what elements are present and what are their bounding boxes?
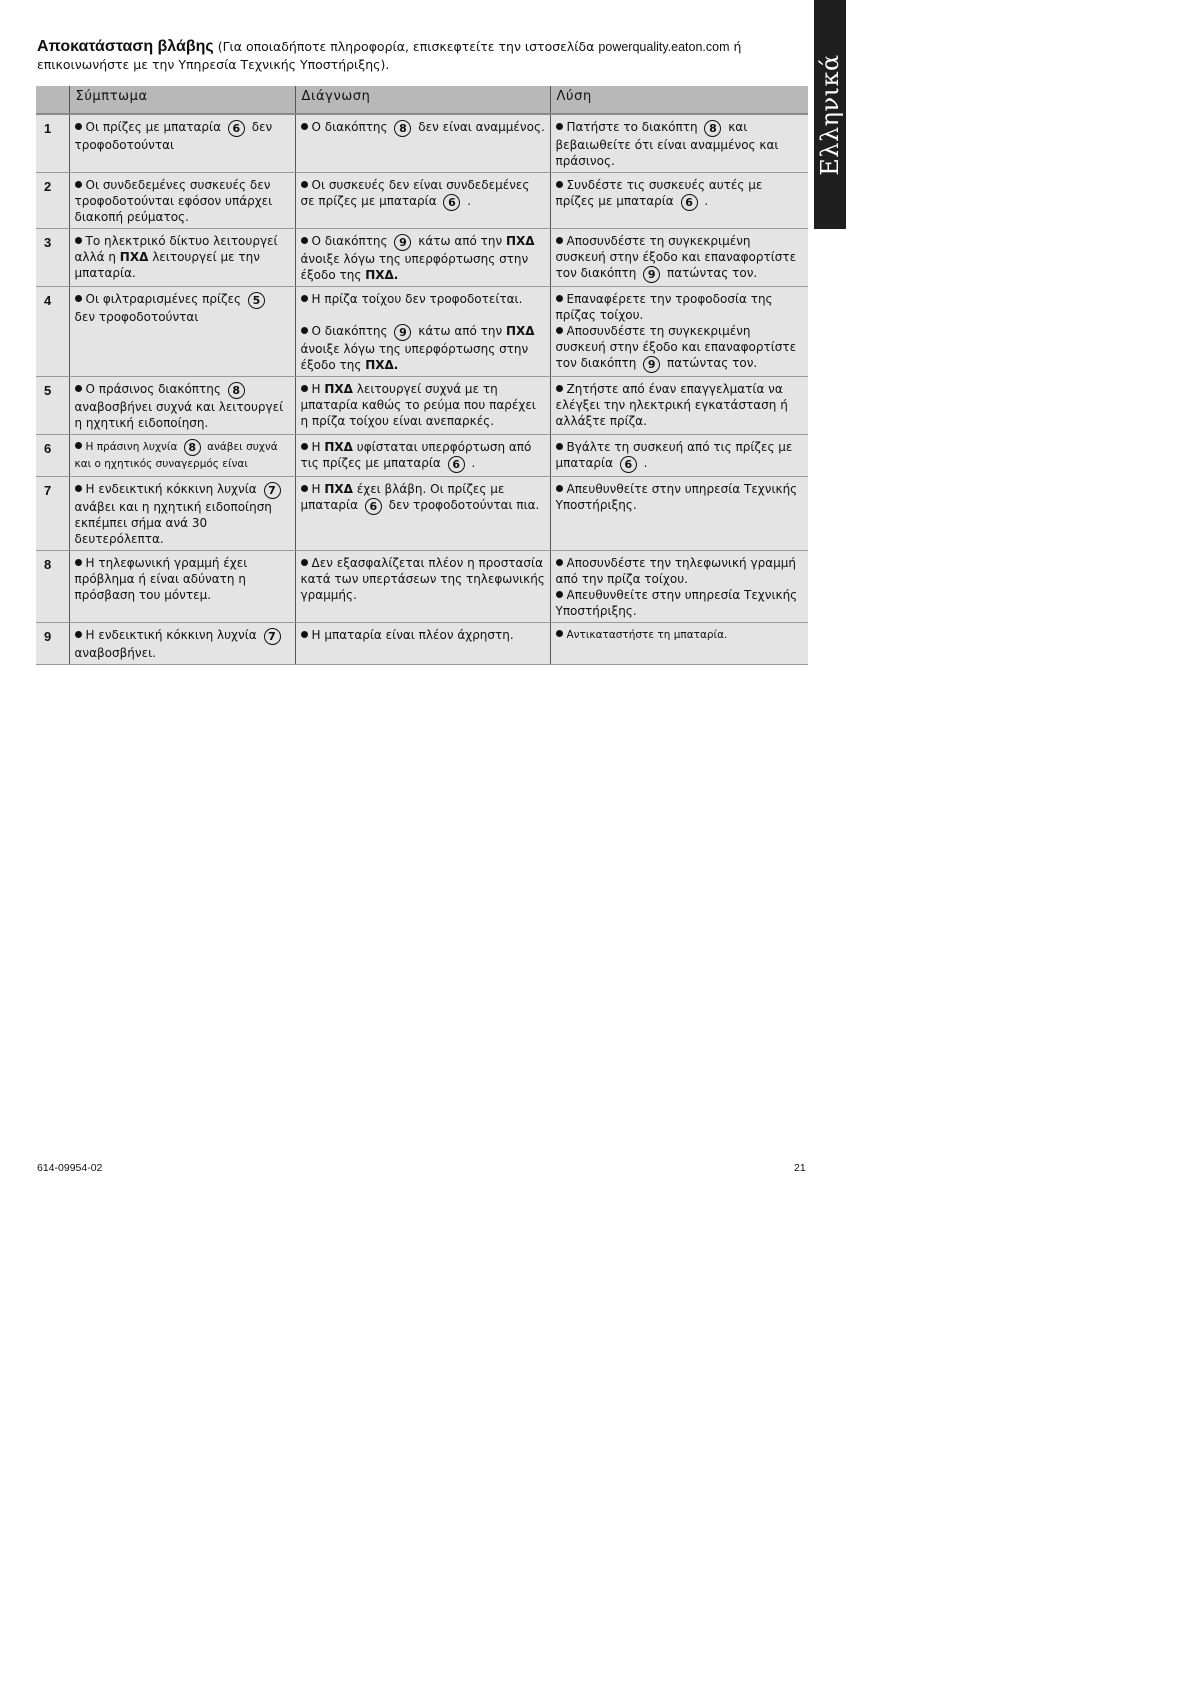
bullet-icon — [301, 443, 308, 450]
table-row — [36, 173, 808, 229]
bullet-icon — [75, 123, 82, 130]
header-solution: Λύση — [550, 86, 808, 114]
item-text: Αποσυνδέστε την τηλεφωνική γραμμή από την πρίζα τοίχου. — [555, 556, 796, 586]
item-text: λειτουργεί συχνά με τη μπαταρία καθώς το ρεύμα που παρέχει η πρίζα τοίχου είναι ανεπαρκές. — [300, 382, 536, 428]
item-number-icon: 8 — [394, 120, 411, 137]
item-text: . — [704, 194, 709, 208]
intro-text: (Για οποιαδήποτε πληροφορία, επισκεφτείτε την ιστοσελίδα — [217, 39, 595, 54]
item-number-icon: 9 — [394, 324, 411, 341]
solution-cell — [550, 287, 808, 377]
table-row — [36, 623, 808, 665]
list-item — [75, 439, 291, 472]
item-text: Βγάλτε τη συσκευή από τις πρίζες με μπαταρία — [555, 440, 793, 470]
item-text: Ζητήστε από έναν επαγγελματία να ελέγξει την ηλεκτρική εγκατάσταση ή αλλάξτε πρίζα. — [555, 382, 788, 428]
item-text: ανάβει συχνά και ο ηχητικός συναγερμός είναι — [74, 441, 278, 470]
item-number-icon: 7 — [264, 482, 281, 499]
item-text: . — [643, 456, 648, 470]
solution-cell — [550, 551, 808, 623]
item-text: . — [467, 194, 472, 208]
list-item — [301, 381, 546, 429]
list-item — [556, 323, 805, 373]
item-text: Επαναφέρετε την τροφοδοσία της πρίζας τοίχου. — [555, 292, 773, 322]
language-label: Ελληνικά — [816, 53, 844, 176]
product-abbrev: ΠΧΔ — [324, 382, 353, 396]
list-item — [75, 481, 291, 547]
bullet-icon — [75, 295, 82, 302]
table-header-row — [36, 86, 808, 114]
item-text: δεν είναι αναμμένος. — [418, 120, 545, 134]
item-text: Πατήστε το διακόπτη — [566, 120, 698, 134]
header-diagnosis: Διάγνωση — [295, 86, 550, 114]
item-text: Οι φιλτραρισμένες πρίζες — [85, 292, 242, 306]
diagnosis-cell — [295, 229, 550, 287]
list-item — [556, 233, 805, 283]
item-text: αναβοσβήνει. — [74, 646, 156, 660]
list-item — [301, 627, 546, 643]
item-text: Η — [311, 482, 321, 496]
list-item — [75, 627, 291, 661]
item-text: δεν τροφοδοτούνται — [74, 310, 199, 324]
row-number: 1 — [36, 114, 69, 173]
list-item — [301, 439, 546, 473]
row-number: 7 — [36, 477, 69, 551]
bullet-icon — [556, 485, 563, 492]
item-text: έχει βλάβη. Οι πρίζες με μπαταρία — [300, 482, 505, 512]
list-item — [75, 177, 291, 225]
intro-text-end: ή επικοινωνήστε με την Υπηρεσία Τεχνικής Υποστήριξης). — [37, 39, 742, 72]
list-item — [556, 627, 805, 643]
list-item — [301, 481, 546, 515]
item-text: και βεβαιωθείτε ότι είναι αναμμένος και πράσινος. — [555, 120, 779, 168]
item-text: κάτω από την — [418, 234, 503, 248]
product-abbrev: ΠΧΔ — [505, 324, 535, 338]
list-item — [556, 439, 805, 473]
row-number: 5 — [36, 377, 69, 435]
product-abbrev: ΠΧΔ — [119, 250, 149, 264]
bullet-icon — [556, 295, 563, 302]
diagnosis-cell — [295, 287, 550, 377]
item-number-icon: 6 — [681, 194, 698, 211]
bullet-icon — [556, 181, 563, 188]
item-text: Η πράσινη λυχνία — [85, 441, 178, 453]
bullet-icon — [301, 295, 308, 302]
symptom-cell — [69, 477, 295, 551]
item-text: Απευθυνθείτε στην υπηρεσία Τεχνικής Υποστήριξης. — [555, 482, 798, 512]
diagnosis-cell — [295, 114, 550, 173]
item-text: άνοιξε λόγω της υπερφόρτωσης στην έξοδο της — [300, 252, 529, 282]
solution-cell — [550, 377, 808, 435]
item-text: Αποσυνδέστε τη συγκεκριμένη συσκευή στην έξοδο και επαναφορτίστε τον διακόπτη — [555, 234, 797, 280]
item-text: Συνδέστε τις συσκευές αυτές με πρίζες με μπαταρία — [555, 178, 763, 208]
bullet-icon — [301, 385, 308, 392]
item-text: πατώντας τον. — [667, 356, 758, 370]
symptom-cell — [69, 377, 295, 435]
solution-cell — [550, 477, 808, 551]
item-text: λειτουργεί με την μπαταρία. — [74, 250, 260, 280]
solution-cell — [550, 623, 808, 665]
bullet-icon — [301, 631, 308, 638]
item-number-icon: 8 — [228, 382, 245, 399]
row-number: 6 — [36, 435, 69, 477]
solution-cell — [550, 229, 808, 287]
bullet-icon — [75, 237, 82, 244]
row-number: 2 — [36, 173, 69, 229]
item-number-icon: 8 — [184, 439, 201, 456]
row-number: 4 — [36, 287, 69, 377]
bullet-icon — [556, 123, 563, 130]
list-item — [556, 381, 805, 429]
item-text: Η μπαταρία είναι πλέον άχρηστη. — [311, 628, 514, 642]
product-abbrev: ΠΧΔ — [324, 482, 353, 496]
item-text: Οι συνδεδεμένες συσκευές δεν τροφοδοτούνται εφόσον υπάρχει διακοπή ρεύματος. — [74, 178, 273, 224]
list-item — [301, 233, 546, 283]
item-text: Το ηλεκτρικό δίκτυο λειτουργεί αλλά η — [74, 234, 278, 264]
list-item — [556, 587, 805, 619]
list-item — [75, 233, 291, 281]
item-text: Οι πρίζες με μπαταρία — [85, 120, 222, 134]
row-number: 3 — [36, 229, 69, 287]
bullet-icon — [556, 591, 563, 598]
diagnosis-cell — [295, 173, 550, 229]
item-number-icon: 9 — [394, 234, 411, 251]
bullet-icon — [301, 327, 308, 334]
item-number-icon: 9 — [643, 356, 660, 373]
support-link[interactable]: powerquality.eaton.com — [598, 40, 730, 54]
item-number-icon: 6 — [448, 456, 465, 473]
item-number-icon: 8 — [704, 120, 721, 137]
symptom-cell — [69, 114, 295, 173]
item-text: Η ενδεικτική κόκκινη λυχνία — [85, 628, 257, 642]
item-text: ανάβει και η ηχητική ειδοποίηση εκπέμπει σήμα ανά 30 δευτερόλεπτα. — [74, 500, 272, 546]
bullet-icon — [556, 559, 563, 566]
item-text: αναβοσβήνει συχνά και λειτουργεί η ηχητική ειδοποίηση. — [74, 400, 284, 430]
bullet-icon — [75, 181, 82, 188]
item-text: Η πρίζα τοίχου δεν τροφοδοτείται. — [311, 292, 523, 306]
bullet-icon — [556, 237, 563, 244]
product-abbrev: ΠΧΔ. — [365, 268, 399, 282]
header-cell-number — [36, 86, 69, 114]
diagnosis-cell — [295, 377, 550, 435]
page-number: 21 — [794, 1162, 806, 1174]
list-item — [556, 291, 805, 323]
diagnosis-cell — [295, 435, 550, 477]
diagnosis-cell — [295, 623, 550, 665]
bullet-icon — [301, 123, 308, 130]
item-text: πατώντας τον. — [667, 266, 758, 280]
item-text: Ο διακόπτης — [311, 234, 388, 248]
item-text: Η — [311, 382, 321, 396]
symptom-cell — [69, 173, 295, 229]
item-number-icon: 6 — [443, 194, 460, 211]
item-text: Η τηλεφωνική γραμμή έχει πρόβλημα ή είναι αδύνατη η πρόσβαση του μόντεμ. — [74, 556, 248, 602]
product-abbrev: ΠΧΔ — [324, 440, 353, 454]
header-symptom: Σύμπτωμα — [69, 86, 295, 114]
item-text: Δεν εξασφαλίζεται πλέον η προστασία κατά των υπερτάσεων της τηλεφωνικής γραμμής. — [300, 556, 545, 602]
list-item — [556, 177, 805, 211]
item-text: κάτω από την — [418, 324, 503, 338]
list-item — [75, 119, 291, 153]
table-row — [36, 229, 808, 287]
item-number-icon: 5 — [248, 292, 265, 309]
table-row — [36, 477, 808, 551]
bullet-icon — [75, 485, 82, 492]
solution-cell — [550, 435, 808, 477]
item-text: Αντικαταστήστε τη μπαταρία. — [566, 629, 728, 641]
document-code: 614-09954-02 — [37, 1162, 103, 1174]
table-row — [36, 287, 808, 377]
bullet-icon — [75, 442, 82, 449]
symptom-cell — [69, 287, 295, 377]
symptom-cell — [69, 229, 295, 287]
bullet-icon — [75, 559, 82, 566]
item-text: άνοιξε λόγω της υπερφόρτωσης στην έξοδο της — [300, 342, 529, 372]
troubleshooting-table — [36, 86, 808, 665]
bullet-icon — [556, 630, 563, 637]
item-text: Ο πράσινος διακόπτης — [85, 382, 221, 396]
table-row — [36, 551, 808, 623]
bullet-icon — [75, 631, 82, 638]
item-number-icon: 7 — [264, 628, 281, 645]
section-header — [37, 38, 807, 74]
item-text: Η — [311, 440, 321, 454]
item-number-icon: 9 — [643, 266, 660, 283]
item-text: υφίσταται υπερφόρτωση από τις πρίζες με μπαταρία — [300, 440, 532, 470]
bullet-icon — [556, 385, 563, 392]
list-item — [75, 381, 291, 431]
page-title: Αποκατάσταση βλάβης — [37, 38, 214, 55]
row-number: 8 — [36, 551, 69, 623]
product-abbrev: ΠΧΔ. — [365, 358, 399, 372]
diagnosis-cell — [295, 551, 550, 623]
bullet-icon — [75, 385, 82, 392]
table-row — [36, 435, 808, 477]
bullet-icon — [301, 237, 308, 244]
list-item — [301, 555, 546, 603]
symptom-cell — [69, 551, 295, 623]
diagnosis-cell — [295, 477, 550, 551]
bullet-icon — [301, 559, 308, 566]
symptom-cell — [69, 623, 295, 665]
item-text: δεν τροφοδοτούνται — [74, 120, 273, 152]
list-item — [556, 555, 805, 587]
list-item — [301, 291, 546, 307]
item-text: . — [471, 456, 476, 470]
product-abbrev: ΠΧΔ — [505, 234, 535, 248]
list-item — [75, 555, 291, 603]
list-item — [301, 177, 546, 211]
list-item — [301, 323, 546, 373]
item-text: Αποσυνδέστε τη συγκεκριμένη συσκευή στην έξοδο και επαναφορτίστε τον διακόπτη — [555, 324, 797, 370]
item-text: Ο διακόπτης — [311, 324, 388, 338]
bullet-icon — [556, 327, 563, 334]
row-number: 9 — [36, 623, 69, 665]
table-row — [36, 377, 808, 435]
item-text: Απευθυνθείτε στην υπηρεσία Τεχνικής Υποστήριξης. — [555, 588, 798, 618]
list-item — [301, 119, 546, 137]
list-item — [556, 481, 805, 513]
list-item — [556, 119, 805, 169]
item-text: Ο διακόπτης — [311, 120, 388, 134]
item-number-icon: 6 — [365, 498, 382, 515]
item-text: δεν τροφοδοτούνται πια. — [388, 498, 540, 512]
list-item — [75, 291, 291, 325]
bullet-icon — [301, 485, 308, 492]
item-number-icon: 6 — [620, 456, 637, 473]
bullet-icon — [301, 181, 308, 188]
item-text: Η ενδεικτική κόκκινη λυχνία — [85, 482, 257, 496]
solution-cell — [550, 114, 808, 173]
item-text: Οι συσκευές δεν είναι συνδεδεμένες σε πρίζες με μπαταρία — [300, 178, 530, 208]
symptom-cell — [69, 435, 295, 477]
table-row — [36, 114, 808, 173]
language-tab — [814, 0, 846, 229]
solution-cell — [550, 173, 808, 229]
bullet-icon — [556, 443, 563, 450]
item-number-icon: 6 — [228, 120, 245, 137]
